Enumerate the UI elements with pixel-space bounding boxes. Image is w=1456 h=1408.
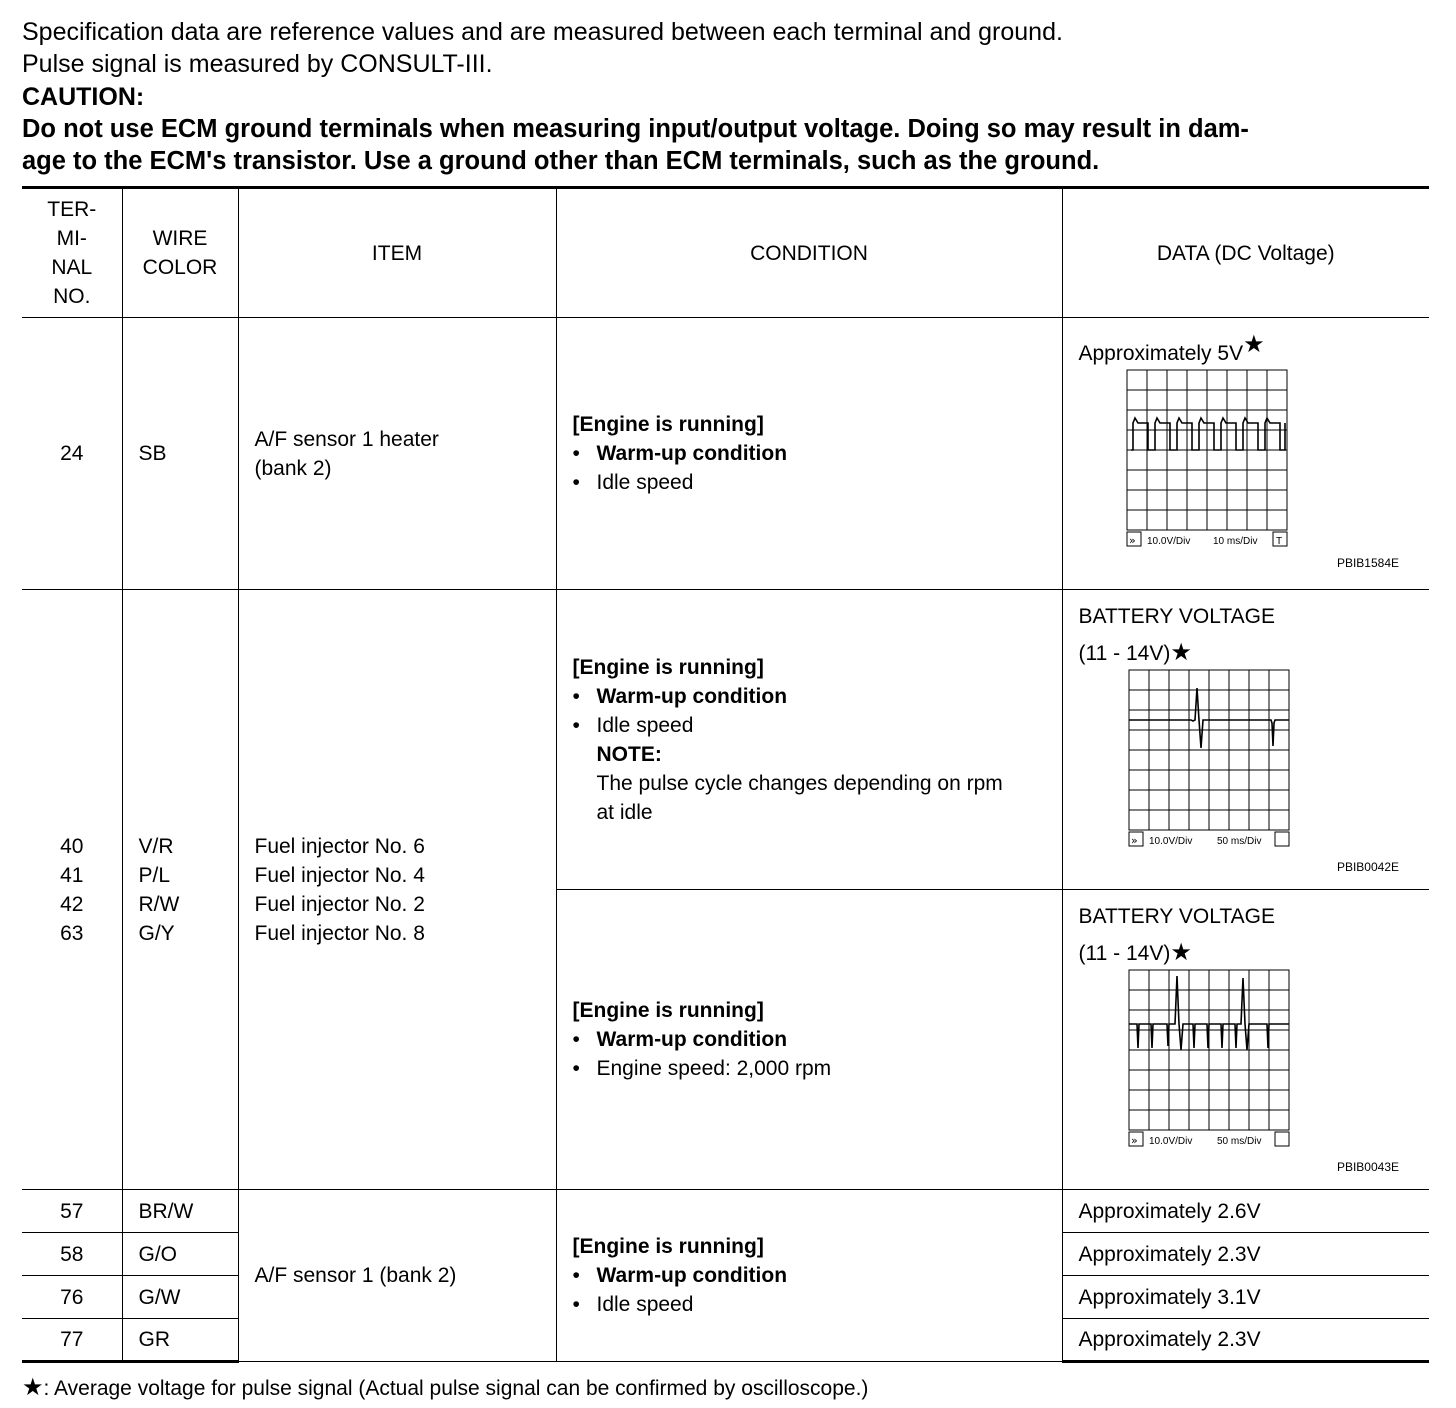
data-cell: Approximately 2.3V bbox=[1062, 1233, 1429, 1276]
caution-line-2: age to the ECM's transistor. Use a ground other than ECM terminals, such as the ground. bbox=[22, 147, 1100, 175]
wire-cell: BR/W bbox=[122, 1190, 238, 1233]
condition-cell: [Engine is running] • Warm-up condition • Engine speed: 2,000 rpm bbox=[556, 890, 1062, 1190]
svg-text:»: » bbox=[1130, 834, 1138, 847]
star-icon: ★ bbox=[1170, 639, 1192, 666]
wire-cell: G/W bbox=[122, 1276, 238, 1319]
col-header-condition: CONDITION bbox=[556, 188, 1062, 318]
svg-text:10.0V/Div: 10.0V/Div bbox=[1148, 836, 1192, 847]
data-cell: BATTERY VOLTAGE (11 - 14V)★ » 10.0V/Div 50 ms/Div PBIB0042E bbox=[1062, 590, 1429, 890]
condition-cell: [Engine is running] • Warm-up condition • Idle speed NOTE: The pulse cycle changes depending on rpm at idle bbox=[556, 590, 1062, 890]
figure-id: PBIB1584E bbox=[1336, 556, 1399, 570]
svg-text:»: » bbox=[1130, 1134, 1138, 1147]
intro-line-2: Pulse signal is measured by CONSULT-III. bbox=[22, 50, 493, 78]
terminal-cell: 57 bbox=[22, 1190, 122, 1233]
svg-text:»: » bbox=[1128, 534, 1136, 547]
terminal-cell: 40 41 42 63 bbox=[22, 590, 122, 1190]
terminal-cell: 77 bbox=[22, 1319, 122, 1362]
item-cell: Fuel injector No. 6 Fuel injector No. 4 Fuel injector No. 2 Fuel injector No. 8 bbox=[238, 590, 556, 1190]
table-row bbox=[22, 318, 1429, 590]
star-icon: ★ bbox=[1170, 939, 1192, 966]
caution-label: CAUTION: bbox=[22, 83, 145, 111]
data-cell: Approximately 3.1V bbox=[1062, 1276, 1429, 1319]
figure-id: PBIB0043E bbox=[1336, 1160, 1399, 1174]
col-header-item: ITEM bbox=[238, 188, 556, 318]
data-cell: Approximately 5V★ » 10.0V/Div 10 ms/Div T PBIB1584E bbox=[1062, 318, 1429, 590]
item-cell: A/F sensor 1 heater (bank 2) bbox=[238, 318, 556, 590]
caution-line-1: Do not use ECM ground terminals when measuring input/output voltage. Doing so may result in dam- bbox=[22, 115, 1249, 143]
data-cell: Approximately 2.6V bbox=[1062, 1190, 1429, 1233]
oscilloscope-waveform-idle bbox=[1127, 668, 1297, 858]
header-row bbox=[22, 188, 1429, 318]
wire-cell: SB bbox=[122, 318, 238, 590]
svg-text:T: T bbox=[1275, 536, 1282, 547]
oscilloscope-waveform-2000rpm bbox=[1127, 968, 1297, 1158]
terminal-cell: 24 bbox=[22, 318, 122, 590]
condition-cell: [Engine is running] • Warm-up condition • Idle speed bbox=[556, 318, 1062, 590]
svg-text:10.0V/Div: 10.0V/Div bbox=[1148, 1136, 1192, 1147]
table-row bbox=[22, 1190, 1429, 1233]
terminal-cell: 58 bbox=[22, 1233, 122, 1276]
star-icon: ★ bbox=[22, 1374, 44, 1401]
data-cell: Approximately 2.3V bbox=[1062, 1319, 1429, 1362]
condition-cell: [Engine is running] • Warm-up condition • Idle speed bbox=[556, 1190, 1062, 1362]
footnote: ★: Average voltage for pulse signal (Actual pulse signal can be confirmed by oscilloscope.) bbox=[22, 1374, 869, 1401]
data-cell: BATTERY VOLTAGE (11 - 14V)★ » 10.0V/Div 50 ms/Div PBIB0043E bbox=[1062, 890, 1429, 1190]
terminal-spec-table bbox=[22, 186, 1429, 1363]
svg-text:50 ms/Div: 50 ms/Div bbox=[1216, 836, 1261, 847]
star-icon: ★ bbox=[1243, 331, 1265, 358]
svg-text:50 ms/Div: 50 ms/Div bbox=[1216, 1136, 1261, 1147]
col-header-data: DATA (DC Voltage) bbox=[1062, 188, 1429, 318]
col-header-terminal: TER- MI- NAL NO. bbox=[22, 188, 122, 318]
wire-cell: G/O bbox=[122, 1233, 238, 1276]
wire-cell: V/R P/L R/W G/Y bbox=[122, 590, 238, 1190]
oscilloscope-waveform-idle bbox=[1125, 368, 1295, 558]
item-cell: A/F sensor 1 (bank 2) bbox=[238, 1190, 556, 1362]
svg-text:10.0V/Div: 10.0V/Div bbox=[1146, 536, 1190, 547]
col-header-wire-color: WIRE COLOR bbox=[122, 188, 238, 318]
terminal-cell: 76 bbox=[22, 1276, 122, 1319]
wire-cell: GR bbox=[122, 1319, 238, 1362]
table-row bbox=[22, 590, 1429, 890]
svg-text:10 ms/Div: 10 ms/Div bbox=[1212, 536, 1257, 547]
figure-id: PBIB0042E bbox=[1336, 860, 1399, 874]
intro-line-1: Specification data are reference values and are measured between each terminal and ground. bbox=[22, 18, 1063, 46]
